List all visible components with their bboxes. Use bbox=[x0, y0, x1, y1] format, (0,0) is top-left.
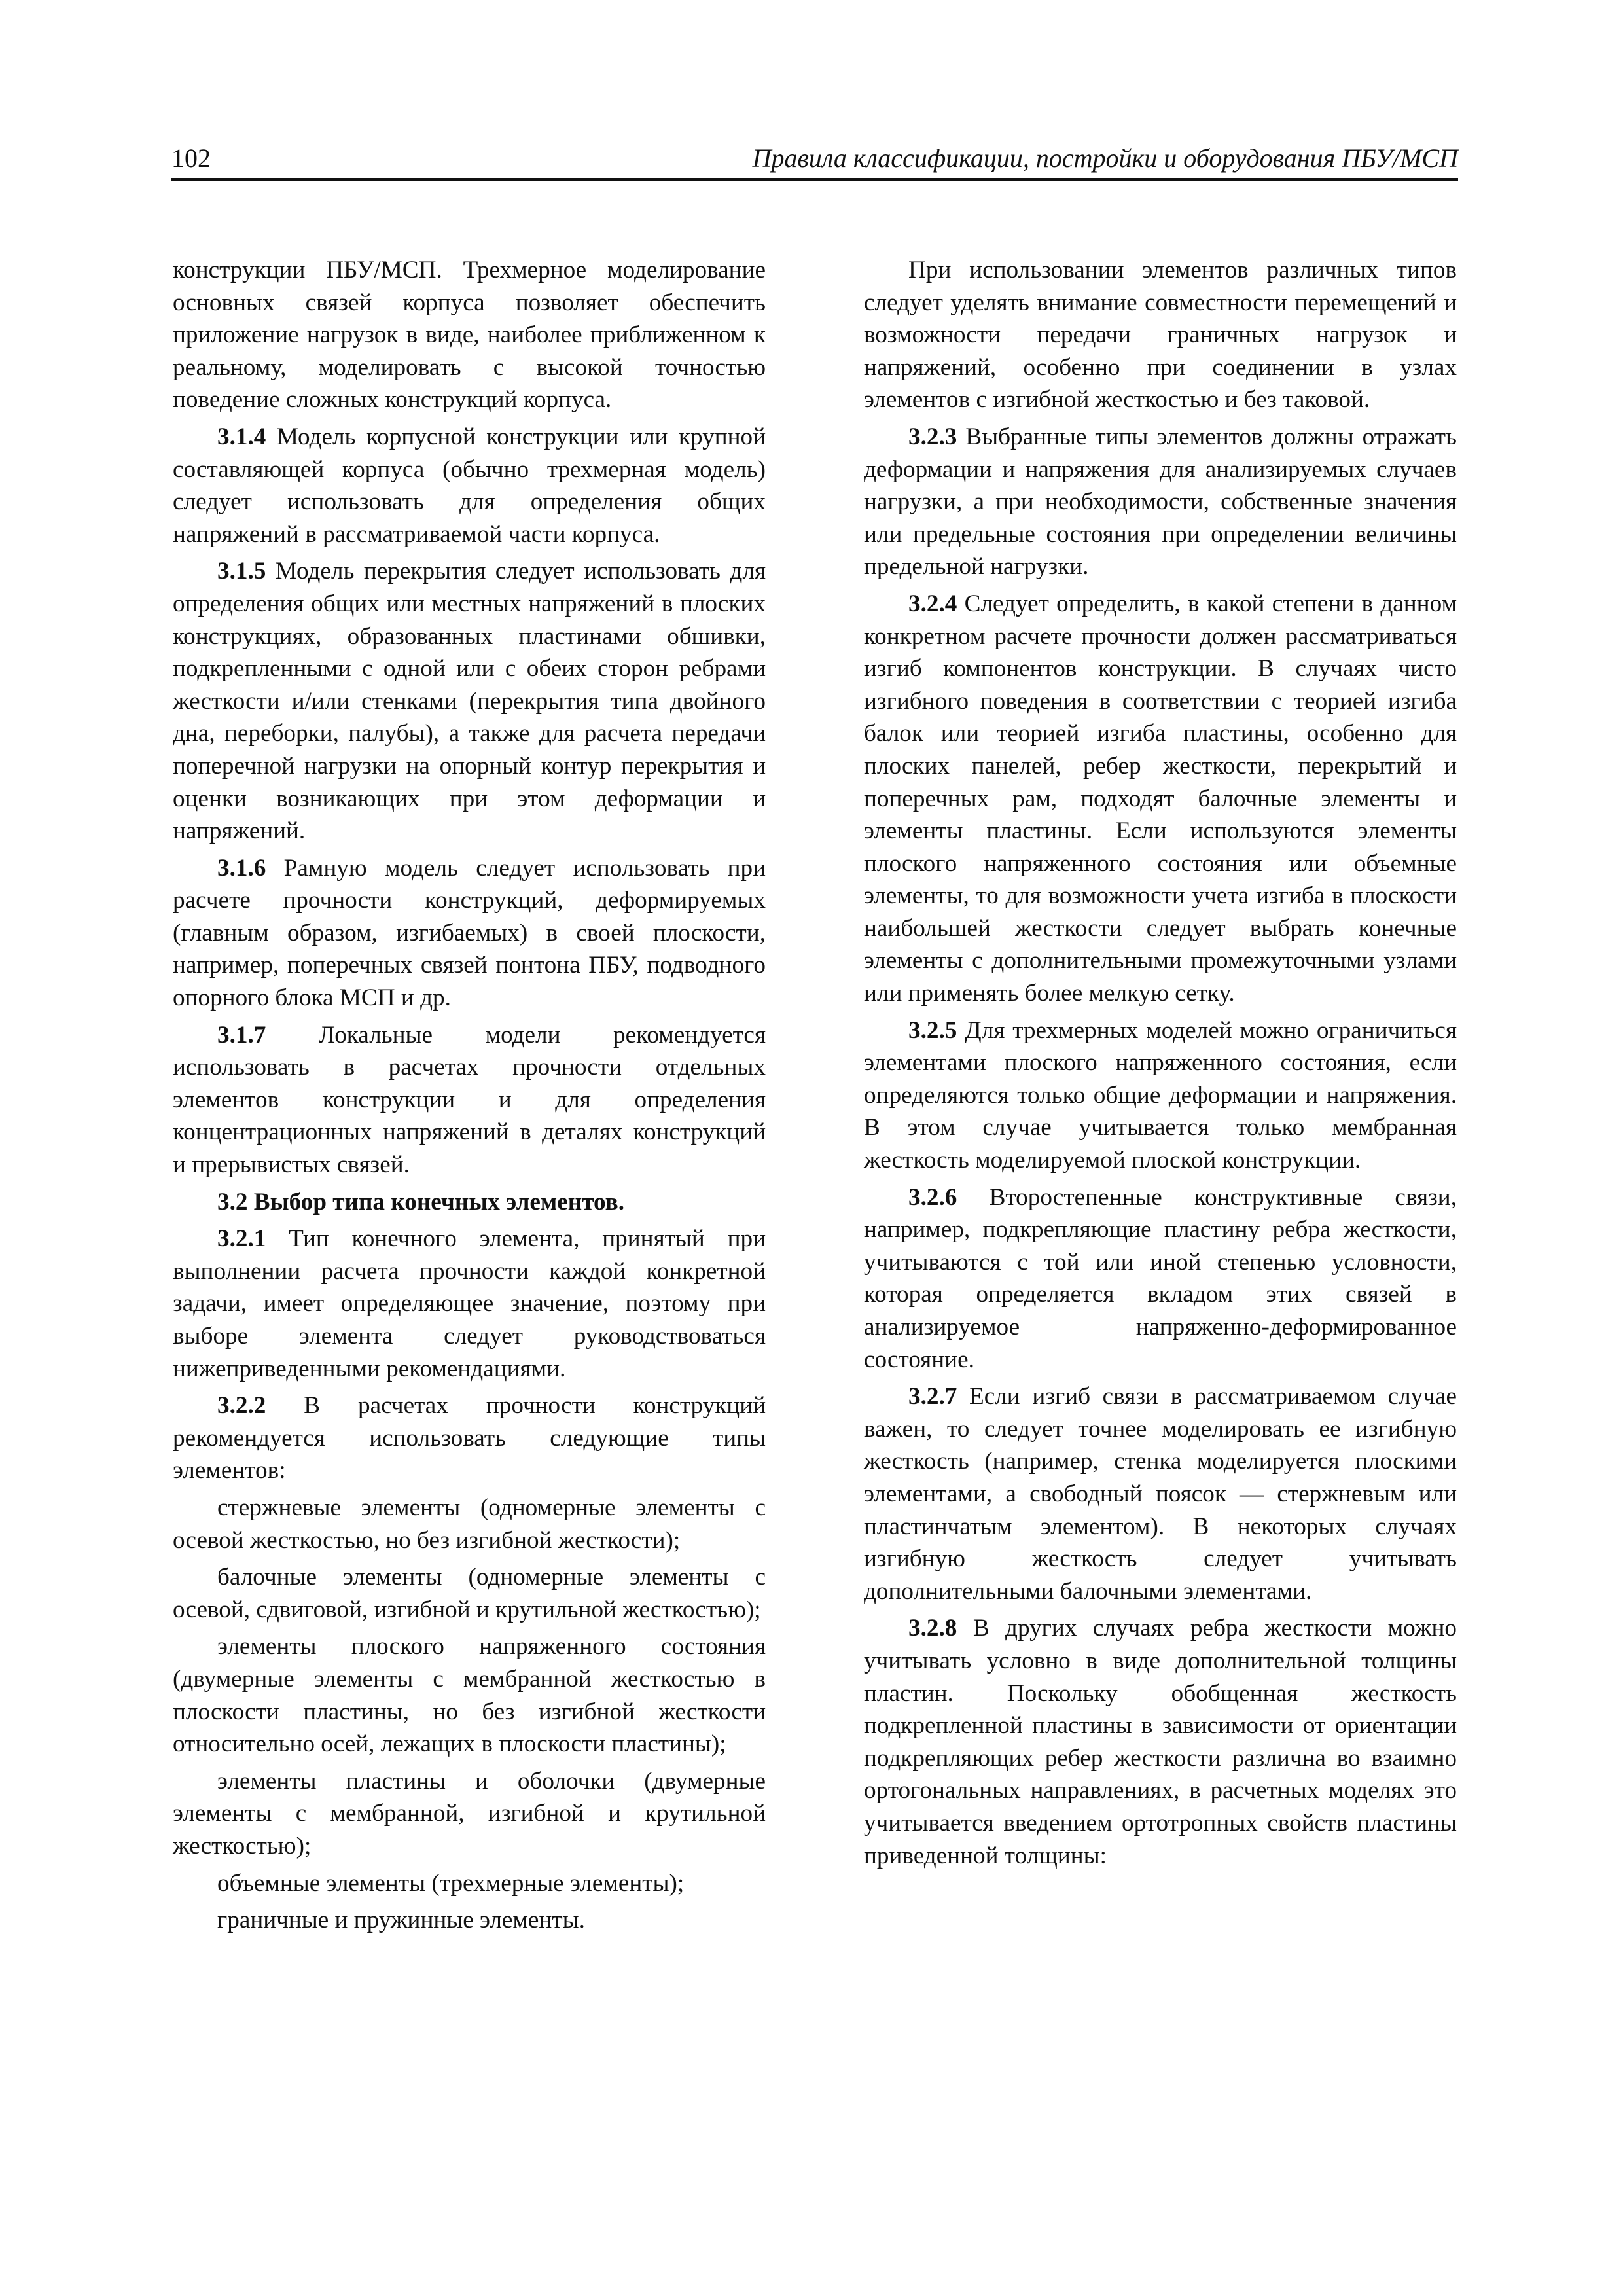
paragraph bbox=[173, 1223, 766, 1385]
page-number: 102 bbox=[171, 143, 211, 173]
paragraph-text: Для трехмерных моделей можно ограничиться элементами плоского напряженного состояния, если определяются только общие деформации и напряжения. В этом случае учитывается только мембранная жесткость моделируемой плоской конструкции. bbox=[864, 1016, 1457, 1174]
paragraph-text: стержневые элементы (одномерные элементы с осевой жесткостью, но без изгибной жесткости); bbox=[173, 1494, 766, 1554]
paragraph bbox=[864, 1014, 1457, 1177]
section-number: 3.2.3 bbox=[908, 423, 957, 450]
paragraph-text: балочные элементы (одномерные элементы с осевой, сдвиговой, изгибной и крутильной жесткостью); bbox=[173, 1564, 766, 1623]
paragraph-text: объемные элементы (трехмерные элементы); bbox=[217, 1869, 685, 1897]
paragraph-text: В расчетах прочности конструкций рекомендуется использовать следующие типы элементов: bbox=[173, 1392, 766, 1484]
right-column bbox=[864, 254, 1457, 1876]
paragraph bbox=[173, 1390, 766, 1487]
section-heading bbox=[173, 1186, 766, 1219]
paragraph bbox=[173, 421, 766, 550]
paragraph bbox=[864, 588, 1457, 1010]
paragraph-text: В других случаях ребра жесткости можно учитывать условно в виде дополнительной толщины пластин. Поскольку обобщенная жесткость подкрепленной пластины в зависимости от ориентации подкрепляющих ребер жесткости различна во взаимно ортогональных направлениях, в расчетных моделях это учитывается введением ортотропных свойств пластины приведенной толщины: bbox=[864, 1615, 1457, 1869]
section-number: 3.2.1 bbox=[217, 1225, 266, 1253]
paragraph-text: конструкции ПБУ/МСП. Трехмерное моделирование основных связей корпуса позволяет обеспечить приложение нагрузок в виде, наиболее приближенном к реальному, моделировать с высокой точностью поведение сложных конструкций корпуса. bbox=[173, 257, 766, 414]
paragraph bbox=[864, 1181, 1457, 1376]
paragraph bbox=[173, 1765, 766, 1863]
paragraph-text: Выбранные типы элементов должны отражать деформации и напряжения для анализируемых случаев нагрузки, а при необходимости, собственные значения или предельные состояния при определении величины предельной нагрузки. bbox=[864, 423, 1457, 581]
paragraph-text: граничные и пружинные элементы. bbox=[217, 1907, 585, 1934]
paragraph bbox=[864, 254, 1457, 416]
paragraph bbox=[173, 1904, 766, 1937]
paragraph-text: элементы пластины и оболочки (двумерные элементы с мембранной, изгибной и крутильной жесткостью); bbox=[173, 1767, 766, 1859]
paragraph-text: При использовании элементов различных типов следует уделять внимание совместности перемещений и возможности передачи граничных нагрузок и напряжений, особенно при соединении в узлах элементов с изгибной жесткостью и без таковой. bbox=[864, 257, 1457, 414]
paragraph-text: Модель корпусной конструкции или крупной составляющей корпуса (обычно трехмерная модель) следует использовать для определения общих напряжений в рассматриваемой части корпуса. bbox=[173, 423, 766, 548]
section-number: 3.2.6 bbox=[908, 1183, 957, 1211]
section-number: 3.2.5 bbox=[908, 1016, 957, 1044]
paragraph bbox=[173, 1019, 766, 1181]
paragraph bbox=[173, 1630, 766, 1760]
paragraph-text: Рамную модель следует использовать при расчете прочности конструкций, деформируемых (главным образом, изгибаемых) в своей плоскости, например, поперечных связей понтона ПБУ, подводного опорного блока МСП и др. bbox=[173, 854, 766, 1012]
paragraph bbox=[864, 1380, 1457, 1607]
running-title: Правила классификации, постройки и оборудования ПБУ/МСП bbox=[752, 143, 1458, 173]
paragraph-text: Локальные модели рекомендуется использовать в расчетах прочности отдельных элементов конструкции и для определения концентрационных напряжений в деталях конструкций и прерывистых связей. bbox=[173, 1021, 766, 1179]
section-number: 3.2.7 bbox=[908, 1383, 957, 1410]
section-number: 3.2.8 bbox=[908, 1615, 957, 1642]
paragraph bbox=[173, 852, 766, 1014]
paragraph bbox=[864, 421, 1457, 583]
paragraph bbox=[864, 1612, 1457, 1872]
paragraph bbox=[173, 1561, 766, 1626]
page-header bbox=[171, 140, 1458, 181]
paragraph bbox=[173, 254, 766, 416]
paragraph bbox=[173, 1492, 766, 1556]
paragraph-text: Следует определить, в какой степени в данном конкретном расчете прочности должен рассматриваться изгиб компонентов конструкции. В случаях чисто изгибного поведения в соответствии с теорией изгиба балок или теорией изгиба пластины, особенно для плоских панелей, ребер жесткости, перекрытий и поперечных рам, подходят балочные элементы и элементы пластины. Если используются элементы плоского напряженного состояния или объемные элементы, то для возможности учета изгиба в плоскости наибольшей жесткости следует выбрать конечные элементы с дополнительными промежуточными узлами или применять более мелкую сетку. bbox=[864, 590, 1457, 1007]
heading-text: 3.2 Выбор типа конечных элементов. bbox=[217, 1188, 625, 1215]
section-number: 3.1.5 bbox=[217, 558, 266, 585]
paragraph-text: Второстепенные конструктивные связи, например, подкрепляющие пластину ребра жесткости, учитываются с той или иной степенью условности, которая определяется вкладом этих связей в анализируемое напряженно-деформированное состояние. bbox=[864, 1183, 1457, 1373]
section-number: 3.2.4 bbox=[908, 590, 957, 617]
section-number: 3.1.6 bbox=[217, 854, 266, 882]
paragraph-text: элементы плоского напряженного состояния (двумерные элементы с мембранной жесткостью в плоскости пластины, но без изгибной жесткости относительно осей, лежащих в плоскости пластины); bbox=[173, 1633, 766, 1758]
paragraph-text: Тип конечного элемента, принятый при выполнении расчета прочности каждой конкретной задачи, имеет определяющее значение, поэтому при выборе элемента следует руководствоваться нижеприведенными рекомендациями. bbox=[173, 1225, 766, 1382]
paragraph-text: Модель перекрытия следует использовать для определения общих или местных напряжений в плоских конструкциях, образованных пластинами обшивки, подкрепленными с одной или с обеих сторон ребрами жесткости и/или стенками (перекрытия типа двойного дна, переборки, палубы), а также для расчета передачи поперечной нагрузки на опорный контур перекрытия и оценки возникающих при этом деформации и напряжений. bbox=[173, 558, 766, 845]
paragraph bbox=[173, 555, 766, 847]
paragraph bbox=[173, 1867, 766, 1900]
section-number: 3.1.7 bbox=[217, 1021, 266, 1049]
left-column bbox=[173, 254, 766, 1941]
section-number: 3.1.4 bbox=[217, 423, 266, 450]
paragraph-text: Если изгиб связи в рассматриваемом случае важен, то следует точнее моделировать ее изгибную жесткость (например, стенка моделируется плоскими элементами, а свободный поясок — стержневым или пластинчатым элементом). В некоторых случаях изгибную жесткость следует учитывать дополнительными балочными элементами. bbox=[864, 1383, 1457, 1605]
section-number: 3.2.2 bbox=[217, 1392, 266, 1420]
